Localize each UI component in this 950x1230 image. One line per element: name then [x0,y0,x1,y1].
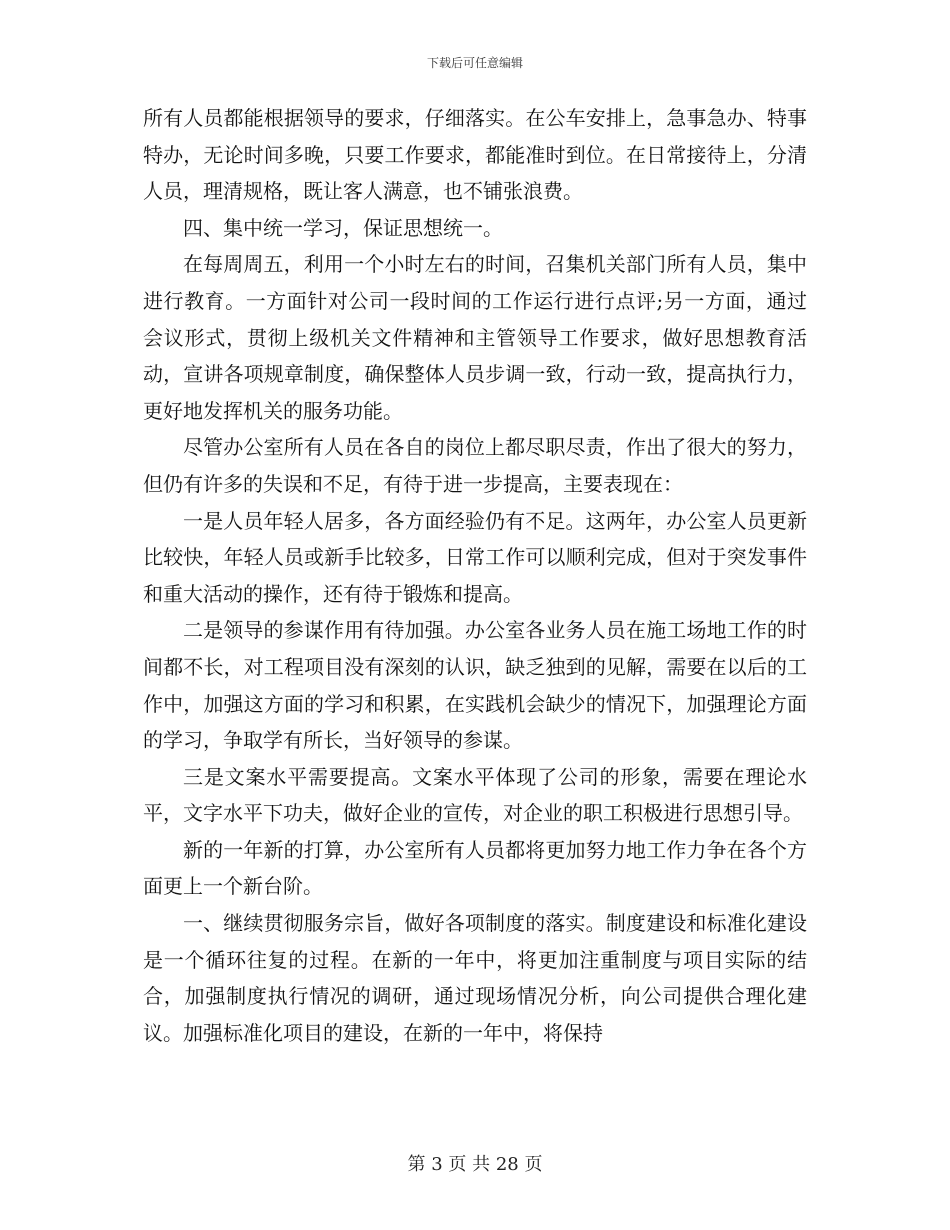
paragraph: 一、继续贯彻服务宗旨，做好各项制度的落实。制度建设和标准化建设是一个循环往复的过程。在新的一年中，将更加注重制度与项目实际的结合，加强制度执行情况的调研，通过现场情况分析，向公司提供合理化建议。加强标准化项目的建设，在新的一年中，将保持 [143,911,807,1045]
paragraph: 新的一年新的打算，办公室所有人员都将更加努力地工作力争在各个方面更上一个新台阶。 [143,837,807,899]
page-number: 第 3 页 共 28 页 [407,1154,543,1175]
paragraph: 所有人员都能根据领导的要求，仔细落实。在公车安排上，急事急办、特事特办，无论时间多晚，只要工作要求，都能准时到位。在日常接待上，分清人员，理清规格，既让客人满意，也不铺张浪费。 [143,106,807,204]
paragraph: 一是人员年轻人居多，各方面经验仍有不足。这两年，办公室人员更新比较快，年轻人员或新手比较多，日常工作可以顺利完成，但对于突发事件和重大活动的操作，还有待于锻炼和提高。 [143,508,807,606]
section-heading: 四、集中统一学习，保证思想统一。 [183,215,503,240]
document-body [143,100,807,1051]
page-header: 下载后可任意编辑 [426,56,523,70]
paragraph: 在每周周五，利用一个小时左右的时间，召集机关部门所有人员，集中进行教育。一方面针对公司一段时间的工作运行进行点评;另一方面，通过会议形式，贯彻上级机关文件精神和主管领导工作要求，做好思想教育活动，宣讲各项规章制度，确保整体人员步调一致，行动一致，提高执行力，更好地发挥机关的服务功能。 [143,252,807,423]
paragraph: 尽管办公室所有人员在各自的岗位上都尽职尽责，作出了很大的努力，但仍有许多的失误和不足，有待于进一步提高，主要表现在： [143,435,807,496]
paragraph: 三是文案水平需要提高。文案水平体现了公司的形象，需要在理论水平，文字水平下功夫，做好企业的宣传，对企业的职工积极进行思想引导。 [143,764,807,826]
paragraph: 二是领导的参谋作用有待加强。办公室各业务人员在施工场地工作的时间都不长，对工程项目没有深刻的认识，缺乏独到的见解，需要在以后的工作中，加强这方面的学习和积累，在实践机会缺少的情况下，加强理论方面的学习，争取学有所长，当好领导的参谋。 [143,618,807,753]
